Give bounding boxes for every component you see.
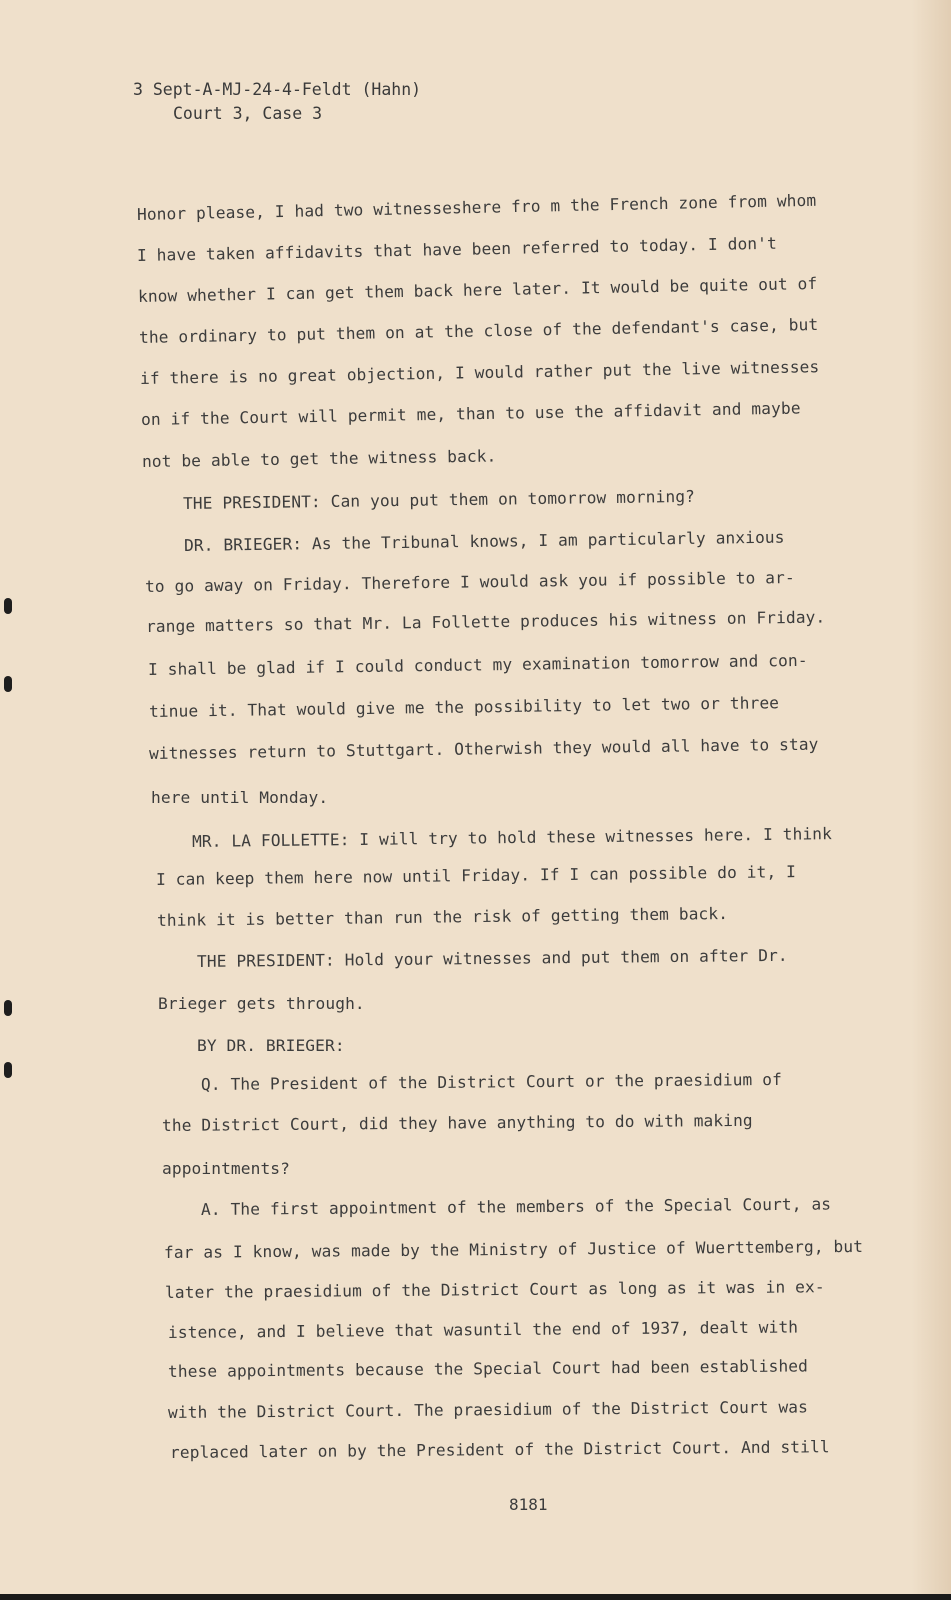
transcript-line: witnesses return to Stuttgart. Otherwish they would all have to stay (148, 734, 819, 763)
scan-bottom-edge (0, 1594, 951, 1600)
transcript-line: these appointments because the Special Court had been established (167, 1356, 809, 1381)
transcript-line: I can keep them here now until Friday. If I can possible do it, I (155, 862, 797, 889)
transcript-line: here until Monday. (151, 788, 329, 807)
transcript-line: I shall be glad if I could conduct my examination tomorrow and con- (147, 650, 808, 679)
header-court-case: Court 3, Case 3 (173, 104, 323, 123)
transcript-line: BY DR. BRIEGER: (197, 1036, 345, 1055)
transcript-line: istence, and I believe that wasuntil the end of 1937, dealt with (167, 1317, 799, 1342)
transcript-line: THE PRESIDENT: Hold your witnesses and put them on after Dr. (196, 945, 788, 971)
page-number: 8181 (509, 1495, 548, 1514)
binding-hole-mark (4, 598, 12, 614)
page-edge-shade (911, 0, 951, 1600)
transcript-line: on if the Court will permit me, than to use the affidavit and maybe (140, 398, 801, 429)
transcript-line: replaced later on by the President of the District Court. And still (169, 1437, 830, 1462)
transcript-line: THE PRESIDENT: Can you put them on tomorrow morning? (182, 486, 696, 513)
transcript-line: if there is no great objection, I would rather put the live witnesses (139, 357, 820, 388)
transcript-line: appointments? (162, 1159, 290, 1178)
transcript-line: Honor please, I had two witnesseshere fro m the French zone from whom (136, 190, 817, 224)
transcript-line: Q. The President of the District Court or the praesidium of (200, 1069, 782, 1094)
transcript-line: Brieger gets through. (158, 994, 365, 1013)
transcript-line: the ordinary to put them on at the close of the defendant's case, but (138, 314, 819, 347)
transcript-line: I have taken affidavits that have been referred to today. I don't (136, 233, 778, 265)
transcript-line: think it is better than run the risk of getting them back. (156, 904, 729, 930)
header-reference: 3 Sept-A-MJ-24-4-Feldt (Hahn) (133, 80, 422, 99)
transcript-line: A. The first appointment of the members of the Special Court, as (200, 1194, 832, 1219)
transcript-line: with the District Court. The praesidium of the District Court was (167, 1397, 809, 1422)
transcript-line: range matters so that Mr. La Follette produces his witness on Friday. (145, 607, 826, 636)
transcript-line: MR. LA FOLLETTE: I will try to hold these witnesses here. I think (191, 824, 833, 851)
transcript-line: not be able to get the witness back. (141, 446, 497, 471)
transcript-line: far as I know, was made by the Ministry of Justice of Wuerttemberg, but (163, 1236, 864, 1262)
transcript-line: to go away on Friday. Therefore I would ask you if possible to ar- (144, 567, 795, 596)
transcript-line: know whether I can get them back here later. It would be quite out of (137, 273, 818, 306)
binding-hole-mark (4, 1000, 12, 1016)
transcript-line: DR. BRIEGER: As the Tribunal knows, I am particularly anxious (183, 527, 785, 555)
transcript-line: later the praesidium of the District Court as long as it was in ex- (164, 1277, 825, 1302)
binding-hole-mark (4, 1062, 12, 1078)
binding-hole-mark (4, 676, 12, 692)
transcript-line: the District Court, did they have anything to do with making (161, 1110, 753, 1135)
transcript-line: tinue it. That would give me the possibility to let two or three (148, 693, 780, 721)
document-header (133, 78, 421, 126)
